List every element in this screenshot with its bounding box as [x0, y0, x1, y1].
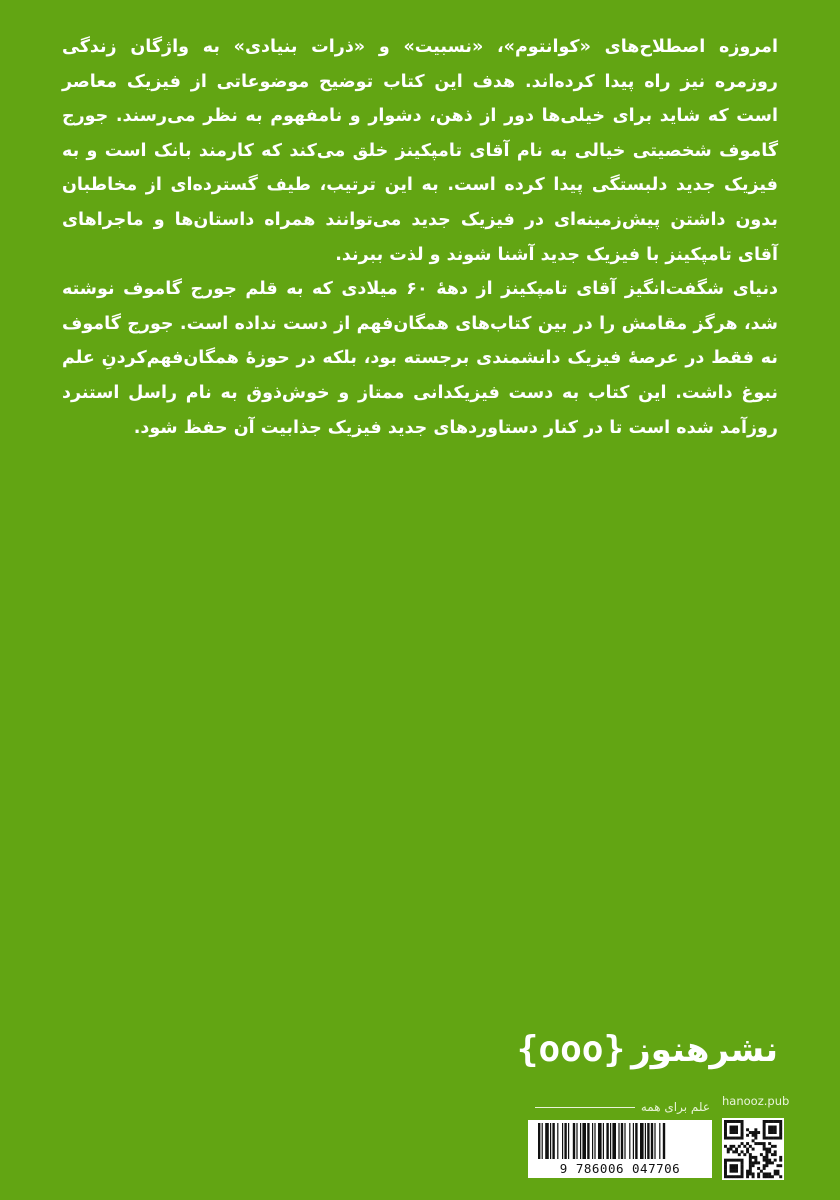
- publisher-website: hanooz.pub: [722, 1094, 790, 1108]
- publisher-logo: [517, 1030, 778, 1070]
- qr-pattern-icon: [722, 1118, 784, 1180]
- back-cover-blurb: [62, 30, 778, 445]
- blurb-paragraph-2: دنیای شگفت‌انگیز آقای تامپکینز از دههٔ ۶۰ میلادی که به قلم جورج گاموف نوشته شد، هرگز مقامش را در بین کتاب‌های همگان‌فهم از دست نداده است. جورج گاموف نه فقط در عرصهٔ فیزیک دانشمندی برجسته بود، بلکه در حوزهٔ همگان‌فهم‌کردنِ علم نبوغ داشت. این کتاب به دست فیزیکدانی ممتاز و خوش‌ذوق به نام راسل استنرد روزآمد شده است تا در کنار دستاوردهای جدید فیزیک جذابیت آن حفظ شود.: [62, 279, 779, 438]
- publisher-mark: {ooo}: [516, 1029, 626, 1070]
- tagline-rule: [535, 1107, 635, 1108]
- isbn-number: 9 786006 047706: [528, 1161, 712, 1176]
- isbn-barcode: [528, 1120, 712, 1178]
- qr-code-icon: [722, 1118, 784, 1180]
- blurb-paragraph-1: امروزه اصطلاح‌های «کوانتوم»، «نسبیت» و «ذرات بنیادی» به واژگان زندگی روزمره نیز راه پیدا کرده‌اند. هدف این کتاب توضیح موضوعاتی از فیزیک معاصر است که شاید برای خیلی‌ها دور از ذهن، دشوار و نامفهوم به نظر می‌رسند. جورج گاموف شخصیتی خیالی به نام آقای تامپکینز خلق می‌کند که کارمند بانک است و به فیزیک جدید دلبستگی پیدا کرده است. به این ترتیب، طیف گسترده‌ای از مخاطبان بدون داشتن پیش‌زمینه‌ای در فیزیک جدید می‌توانند همراه داستان‌ها و ماجراهای آقای تامپکینز با فیزیک جدید آشنا شوند و لذت ببرند.: [62, 37, 778, 265]
- publisher-tagline: [535, 1100, 710, 1114]
- tagline-text: علم برای همه: [640, 1100, 710, 1114]
- publisher-name: نشرهنوز: [631, 1030, 778, 1070]
- barcode-bars-icon: [528, 1120, 712, 1162]
